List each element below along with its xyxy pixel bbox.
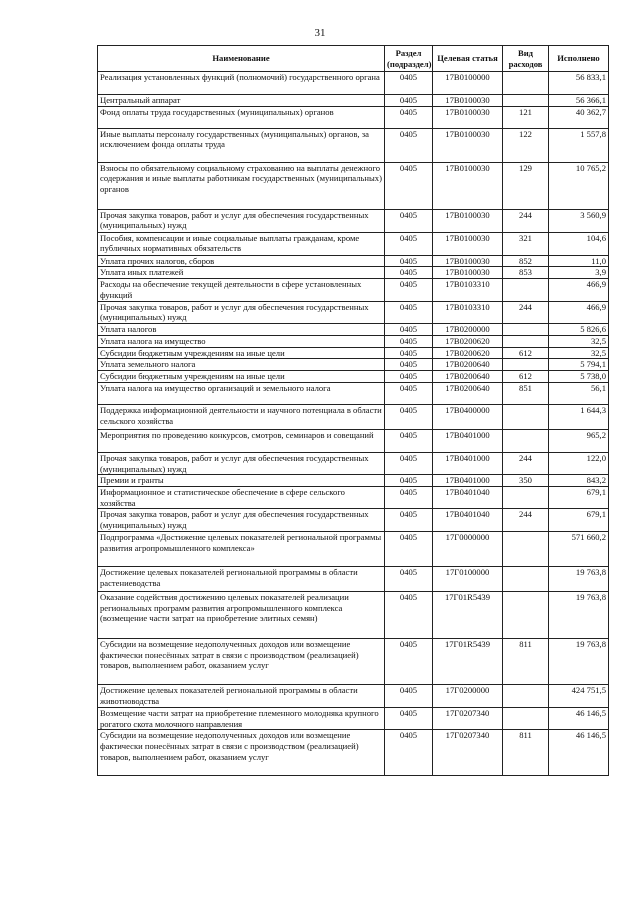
row-section-cell: 0405 (385, 531, 433, 566)
table-row (98, 128, 609, 162)
row-target-cell: 17Г01R5439 (433, 638, 503, 684)
row-target-cell: 17В0100000 (433, 72, 503, 95)
row-target-cell: 17В0100030 (433, 128, 503, 162)
row-target-cell: 17В0103310 (433, 279, 503, 301)
row-kind-cell (503, 404, 549, 429)
row-value-cell: 32,5 (549, 347, 609, 359)
row-kind-cell: 811 (503, 638, 549, 684)
table-row (98, 72, 609, 95)
row-target-cell: 17В0200640 (433, 359, 503, 371)
table-row (98, 162, 609, 209)
row-section-cell: 0405 (385, 730, 433, 776)
row-value-cell: 104,6 (549, 232, 609, 255)
row-section-cell: 0405 (385, 382, 433, 404)
row-section-cell: 0405 (385, 509, 433, 531)
row-section-cell: 0405 (385, 684, 433, 707)
table-row (98, 730, 609, 776)
row-name-cell: Прочая закупка товаров, работ и услуг для обеспечения государственных (муниципальных) нужд (98, 452, 385, 474)
table-row (98, 335, 609, 347)
table-row (98, 255, 609, 267)
row-value-cell: 1 557,8 (549, 128, 609, 162)
row-target-cell: 17Г0200000 (433, 684, 503, 707)
row-target-cell: 17В0100030 (433, 267, 503, 279)
row-section-cell: 0405 (385, 301, 433, 323)
table-row (98, 209, 609, 232)
budget-table (97, 45, 609, 776)
row-kind-cell: 244 (503, 209, 549, 232)
row-name-cell: Центральный аппарат (98, 95, 385, 107)
row-kind-cell (503, 335, 549, 347)
table-row (98, 429, 609, 452)
row-value-cell: 46 146,5 (549, 707, 609, 729)
row-section-cell: 0405 (385, 404, 433, 429)
row-value-cell: 46 146,5 (549, 730, 609, 776)
row-name-cell: Реализация установленных функций (полномочий) государственного органа (98, 72, 385, 95)
row-section-cell: 0405 (385, 106, 433, 128)
row-name-cell: Уплата налогов (98, 324, 385, 336)
row-name-cell: Субсидии на возмещение недополученных доходов или возмещение фактически понесённых затрат в связи с производством (реализацией) товаров, выполнением работ, оказанием услуг (98, 730, 385, 776)
row-value-cell: 56,1 (549, 382, 609, 404)
row-kind-cell: 811 (503, 730, 549, 776)
row-section-cell: 0405 (385, 347, 433, 359)
row-target-cell: 17В0100030 (433, 95, 503, 107)
row-target-cell: 17В0401040 (433, 509, 503, 531)
row-target-cell: 17Г0207340 (433, 730, 503, 776)
row-section-cell: 0405 (385, 638, 433, 684)
row-name-cell: Достижение целевых показателей региональной программы в области животноводства (98, 684, 385, 707)
row-value-cell: 965,2 (549, 429, 609, 452)
row-name-cell: Уплата земельного налога (98, 359, 385, 371)
row-target-cell: 17В0200620 (433, 335, 503, 347)
header-kind: Вид расходов (503, 46, 549, 72)
row-value-cell: 19 763,8 (549, 591, 609, 638)
table-row (98, 487, 609, 509)
row-target-cell: 17В0200640 (433, 382, 503, 404)
table-row (98, 324, 609, 336)
row-target-cell: 17Г0100000 (433, 566, 503, 591)
row-target-cell: 17В0100030 (433, 106, 503, 128)
row-kind-cell: 244 (503, 301, 549, 323)
row-kind-cell: 612 (503, 347, 549, 359)
row-section-cell: 0405 (385, 95, 433, 107)
row-name-cell: Поддержка информационной деятельности и научного потенциала в области сельского хозяйства (98, 404, 385, 429)
table-row (98, 359, 609, 371)
table-row (98, 382, 609, 404)
table-row (98, 267, 609, 279)
row-kind-cell (503, 591, 549, 638)
table-row (98, 301, 609, 323)
row-value-cell: 5 826,6 (549, 324, 609, 336)
row-kind-cell: 122 (503, 128, 549, 162)
row-value-cell: 1 644,3 (549, 404, 609, 429)
row-name-cell: Прочая закупка товаров, работ и услуг для обеспечения государственных (муниципальных) нужд (98, 209, 385, 232)
table-row (98, 452, 609, 474)
row-kind-cell: 129 (503, 162, 549, 209)
table-row (98, 509, 609, 531)
row-section-cell: 0405 (385, 324, 433, 336)
row-section-cell: 0405 (385, 591, 433, 638)
row-name-cell: Уплата налога на имущество организаций и земельного налога (98, 382, 385, 404)
row-section-cell: 0405 (385, 566, 433, 591)
table-row (98, 95, 609, 107)
row-kind-cell: 350 (503, 475, 549, 487)
row-section-cell: 0405 (385, 359, 433, 371)
row-name-cell: Информационное и статистическое обеспечение в сфере сельского хозяйства (98, 487, 385, 509)
row-target-cell: 17В0200640 (433, 371, 503, 383)
row-target-cell: 17В0100030 (433, 232, 503, 255)
row-kind-cell: 853 (503, 267, 549, 279)
row-target-cell: 17Г0000000 (433, 531, 503, 566)
table-row (98, 475, 609, 487)
row-value-cell: 424 751,5 (549, 684, 609, 707)
row-kind-cell (503, 279, 549, 301)
row-value-cell: 32,5 (549, 335, 609, 347)
page-number: 31 (314, 27, 326, 39)
row-section-cell: 0405 (385, 162, 433, 209)
row-section-cell: 0405 (385, 209, 433, 232)
row-target-cell: 17В0100030 (433, 209, 503, 232)
row-name-cell: Прочая закупка товаров, работ и услуг для обеспечения государственных (муниципальных) нужд (98, 509, 385, 531)
table-row (98, 232, 609, 255)
row-name-cell: Мероприятия по проведению конкурсов, смотров, семинаров и совещаний (98, 429, 385, 452)
row-target-cell: 17Г0207340 (433, 707, 503, 729)
row-section-cell: 0405 (385, 487, 433, 509)
table-row (98, 531, 609, 566)
row-value-cell: 571 660,2 (549, 531, 609, 566)
row-name-cell: Субсидии бюджетным учреждениям на иные цели (98, 347, 385, 359)
row-section-cell: 0405 (385, 707, 433, 729)
row-target-cell: 17В0200000 (433, 324, 503, 336)
row-value-cell: 679,1 (549, 487, 609, 509)
row-value-cell: 11,0 (549, 255, 609, 267)
row-value-cell: 19 763,8 (549, 638, 609, 684)
row-target-cell: 17В0100030 (433, 162, 503, 209)
row-kind-cell (503, 429, 549, 452)
table-row (98, 279, 609, 301)
row-section-cell: 0405 (385, 429, 433, 452)
row-name-cell: Расходы на обеспечение текущей деятельности в сфере установленных функций (98, 279, 385, 301)
row-value-cell: 10 765,2 (549, 162, 609, 209)
row-value-cell: 56 833,1 (549, 72, 609, 95)
row-kind-cell (503, 487, 549, 509)
row-name-cell: Субсидии бюджетным учреждениям на иные цели (98, 371, 385, 383)
row-target-cell: 17В0401000 (433, 429, 503, 452)
row-kind-cell: 851 (503, 382, 549, 404)
row-kind-cell (503, 359, 549, 371)
table-row (98, 707, 609, 729)
table-row (98, 404, 609, 429)
row-kind-cell: 244 (503, 509, 549, 531)
row-name-cell: Уплата иных платежей (98, 267, 385, 279)
row-target-cell: 17В0401000 (433, 475, 503, 487)
row-value-cell: 19 763,8 (549, 566, 609, 591)
row-kind-cell (503, 684, 549, 707)
row-name-cell: Фонд оплаты труда государственных (муниципальных) органов (98, 106, 385, 128)
row-kind-cell: 321 (503, 232, 549, 255)
row-name-cell: Уплата налога на имущество (98, 335, 385, 347)
header-executed: Исполнено (549, 46, 609, 72)
table-row (98, 106, 609, 128)
table-row (98, 347, 609, 359)
row-kind-cell (503, 95, 549, 107)
row-value-cell: 56 366,1 (549, 95, 609, 107)
row-value-cell: 466,9 (549, 279, 609, 301)
row-target-cell: 17Г01R5439 (433, 591, 503, 638)
row-section-cell: 0405 (385, 371, 433, 383)
row-kind-cell: 244 (503, 452, 549, 474)
row-kind-cell (503, 72, 549, 95)
row-value-cell: 5 738,0 (549, 371, 609, 383)
row-section-cell: 0405 (385, 128, 433, 162)
row-name-cell: Субсидии на возмещение недополученных доходов или возмещение фактически понесённых затрат в связи с производством (реализацией) товаров, выполнением работ, оказанием услуг (98, 638, 385, 684)
row-value-cell: 843,2 (549, 475, 609, 487)
row-target-cell: 17В0100030 (433, 255, 503, 267)
row-kind-cell (503, 566, 549, 591)
row-value-cell: 5 794,1 (549, 359, 609, 371)
row-name-cell: Премии и гранты (98, 475, 385, 487)
row-target-cell: 17В0401040 (433, 487, 503, 509)
row-value-cell: 122,0 (549, 452, 609, 474)
row-name-cell: Уплата прочих налогов, сборов (98, 255, 385, 267)
row-name-cell: Подпрограмма «Достижение целевых показателей региональной программы развития агропромышленного комплекса» (98, 531, 385, 566)
row-name-cell: Взносы по обязательному социальному страхованию на выплаты денежного содержания и иные выплаты работникам государственных (муниципальных) органов (98, 162, 385, 209)
row-value-cell: 3,9 (549, 267, 609, 279)
row-name-cell: Оказание содействия достижению целевых показателей реализации региональных программ развития агропромышленного комплекса (возмещение части затрат на приобретение элитных семян) (98, 591, 385, 638)
table-row (98, 684, 609, 707)
row-name-cell: Пособия, компенсации и иные социальные выплаты гражданам, кроме публичных нормативных обязательств (98, 232, 385, 255)
row-section-cell: 0405 (385, 475, 433, 487)
table-header-row (98, 46, 609, 72)
header-name: Наименование (98, 46, 385, 72)
row-name-cell: Прочая закупка товаров, работ и услуг для обеспечения государственных (муниципальных) нужд (98, 301, 385, 323)
row-section-cell: 0405 (385, 279, 433, 301)
row-value-cell: 3 560,9 (549, 209, 609, 232)
row-target-cell: 17В0200620 (433, 347, 503, 359)
table-row (98, 591, 609, 638)
row-target-cell: 17В0103310 (433, 301, 503, 323)
row-target-cell: 17В0400000 (433, 404, 503, 429)
row-kind-cell: 612 (503, 371, 549, 383)
row-section-cell: 0405 (385, 255, 433, 267)
row-section-cell: 0405 (385, 232, 433, 255)
row-kind-cell: 852 (503, 255, 549, 267)
row-value-cell: 679,1 (549, 509, 609, 531)
header-section: Раздел (подраздел) (385, 46, 433, 72)
row-kind-cell (503, 324, 549, 336)
row-kind-cell (503, 531, 549, 566)
row-target-cell: 17В0401000 (433, 452, 503, 474)
row-kind-cell: 121 (503, 106, 549, 128)
row-section-cell: 0405 (385, 72, 433, 95)
row-value-cell: 40 362,7 (549, 106, 609, 128)
row-section-cell: 0405 (385, 452, 433, 474)
table-row (98, 566, 609, 591)
row-section-cell: 0405 (385, 267, 433, 279)
header-target: Целевая статья (433, 46, 503, 72)
table-row (98, 638, 609, 684)
row-name-cell: Иные выплаты персоналу государственных (муниципальных) органов, за исключением фонда оплаты труда (98, 128, 385, 162)
row-name-cell: Достижение целевых показателей региональной программы в области растениеводства (98, 566, 385, 591)
row-section-cell: 0405 (385, 335, 433, 347)
row-value-cell: 466,9 (549, 301, 609, 323)
table-row (98, 371, 609, 383)
row-kind-cell (503, 707, 549, 729)
row-name-cell: Возмещение части затрат на приобретение племенного молодняка крупного рогатого скота молочного направления (98, 707, 385, 729)
